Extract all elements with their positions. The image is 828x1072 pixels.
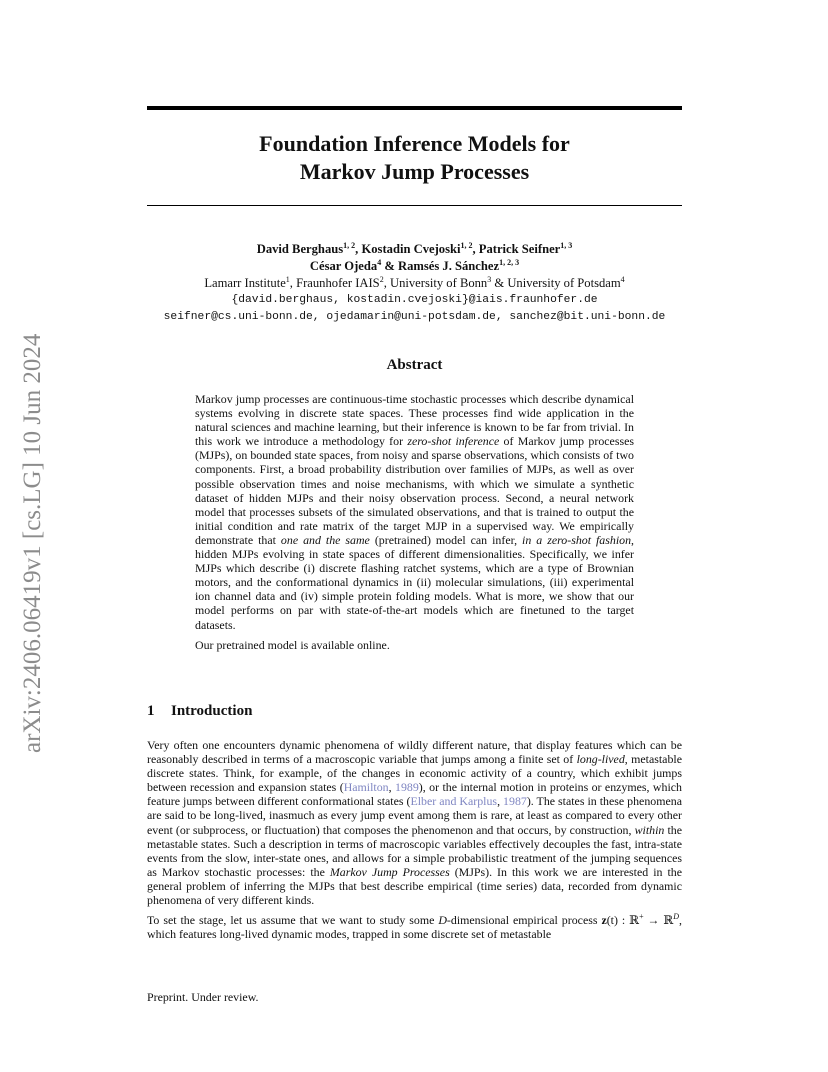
affiliation: Lamarr Institute — [204, 276, 286, 290]
author-affiliation-marker: 1, 3 — [560, 241, 573, 250]
section-title: Introduction — [171, 703, 253, 719]
abstract-emphasis: zero-shot inference — [407, 434, 500, 449]
intro-emphasis: long-lived — [576, 752, 625, 767]
citation-link[interactable] — [410, 794, 526, 808]
abstract-emphasis: one and the same — [280, 532, 370, 547]
citation-author: Elber and Karplus — [410, 794, 498, 809]
author-name: David Berghaus — [256, 242, 344, 256]
intro-paragraph-2 — [147, 913, 682, 941]
intro-text: -dimensional empirical process — [446, 913, 602, 928]
abstract-text: Markov jump processes are continuous-time stochastic processes which describe dynamical systems evolving in discrete state spaces. These processes find wide application in the natural sciences and machine learning, but their inference is known to be far from trivial. In this work we introduce a methodology for — [195, 392, 634, 449]
author-line-1 — [120, 241, 709, 258]
author-name: , Kostadin Cvejoski — [355, 242, 461, 256]
citation-year: 1989 — [395, 780, 419, 795]
math-symbol: z — [601, 913, 607, 928]
affiliation-marker: 2 — [379, 275, 384, 284]
author-line-2 — [120, 258, 709, 275]
introduction-body — [147, 738, 682, 941]
citation-separator: , — [497, 794, 504, 809]
affiliation-marker: 1 — [285, 275, 290, 284]
author-affiliation-marker: 4 — [377, 258, 382, 267]
intro-text: Very often one encounters dynamic phenomena of wildly different nature, that display features which can be reasonably described in terms of a macroscopic variable that jumps among a finite set of — [147, 738, 682, 767]
title-top-rule — [147, 106, 682, 110]
abstract-heading: Abstract — [386, 357, 443, 373]
intro-text: , metastable discrete states. Think, for example, of the changes in economic activity of a country, which exhibit jumps between recession and expansion states ( — [147, 752, 682, 795]
intro-text: the metastable states. Such a description in terms of macroscopic variables effectively decouples the fast, intra-state events from the slow, inter-state ones, and allows for a simple probabilistic treatment of the jumping sequences as Markov stochastic processes: the — [147, 822, 683, 879]
affiliation: , University of Bonn — [383, 276, 488, 290]
citation-year: 1987 — [503, 794, 527, 809]
affiliation-marker: 4 — [620, 275, 625, 284]
math-superscript: + — [639, 912, 644, 922]
math-symbol: (t) : — [606, 913, 626, 928]
title-line-2: Markov Jump Processes — [299, 159, 530, 184]
math-symbol: → ℝ — [643, 913, 674, 928]
abstract-paragraph-1 — [195, 392, 634, 632]
affiliation: , Fraunhofer IAIS — [289, 276, 380, 290]
intro-paragraph-1 — [147, 738, 682, 907]
math-symbol: ℝ — [629, 913, 640, 928]
intro-emphasis: within — [634, 822, 665, 837]
author-affiliation-marker: 1, 2, 3 — [499, 258, 520, 267]
author-name: & Ramsés J. Sánchez — [381, 259, 500, 273]
abstract-text: (pretrained) model can infer, — [369, 532, 523, 547]
author-name: César Ojeda — [309, 259, 378, 273]
title-line-1: Foundation Inference Models for — [259, 131, 570, 156]
affiliation: & University of Potsdam — [491, 276, 621, 290]
page-footer: Preprint. Under review. — [147, 990, 259, 1004]
abstract-text: , hidden MJPs evolving in state spaces of different dimensionalities. Specifically, we infer MJPs which describe (i) discrete flashing ratchet systems, which are a type of Brownian motors, and the conformational dynamics in (ii) molecular simulations, (iii) experimental ion channel data and (iv) simple protein folding models. What is more, we show that our model performs on par with state-of-the-art models which are finetuned to the target datasets. — [195, 532, 635, 632]
intro-emphasis: Markov Jump Processes — [329, 864, 450, 879]
author-affiliation-marker: 1, 2 — [343, 241, 356, 250]
intro-text: , which features long-lived dynamic modes, trapped in some discrete set of metastable — [147, 913, 683, 942]
math-symbol: D — [438, 913, 447, 928]
math-superscript: D — [673, 912, 680, 922]
section-heading-introduction — [147, 703, 252, 720]
arxiv-identifier: arXiv:2406.06419v1 [cs.LG] 10 Jun 2024 — [19, 333, 46, 753]
abstract-text: of Markov jump processes (MJPs), on bounded state spaces, from noisy and sparse observations, which consists of two components. First, a broad probability distribution over families of MJPs, as well as over possible observation times and noise mechanisms, with which we simulate a synthetic dataset of hidden MJPs and their noisy observation process. Second, a neural network model that processes subsets of the simulated observations, and that is trained to output the initial condition and rate matrix of the target MJP in a supervised way. We empirically demonstrate that — [195, 434, 634, 547]
author-name: , Patrick Seifner — [472, 242, 561, 256]
author-block — [120, 241, 709, 326]
paper-title — [147, 130, 682, 186]
author-affiliation-marker: 1, 2 — [460, 241, 473, 250]
citation-separator: , — [388, 780, 395, 795]
email-line-1: {david.berghaus, kostadin.cvejoski}@iais.fraunhofer.de — [231, 294, 598, 306]
abstract-paragraph-2: Our pretrained model is available online. — [195, 637, 390, 652]
title-bottom-rule — [147, 205, 682, 206]
section-number: 1 — [147, 703, 155, 719]
intro-text: ), or the internal motion in proteins or enzymes, which feature jumps between different conformational states ( — [147, 780, 682, 809]
abstract-emphasis: in a zero-shot fashion — [522, 532, 632, 547]
intro-text: (MJPs). In this work we are interested in the general problem of inferring the MJPs that best describe empirical (time series) data, recorded from dynamic phenomena of very different kinds. — [147, 864, 682, 908]
abstract-body — [195, 392, 634, 652]
intro-text: To set the stage, let us assume that we want to study some — [147, 913, 439, 928]
affiliation-marker: 3 — [487, 275, 492, 284]
citation-author: Hamilton — [343, 780, 389, 795]
email-line-2: seifner@cs.uni-bonn.de, ojedamarin@uni-potsdam.de, sanchez@bit.uni-bonn.de — [163, 311, 666, 323]
intro-text: ). The states in these phenomena are said to be long-lived, inasmuch as every jump event among them is rare, at least as compared to every other event (or subprocess, or fluctuation) that composes the phenomenon and that occurs, by construction, — [147, 794, 682, 837]
affiliations — [120, 275, 709, 292]
citation-link[interactable] — [344, 780, 419, 794]
